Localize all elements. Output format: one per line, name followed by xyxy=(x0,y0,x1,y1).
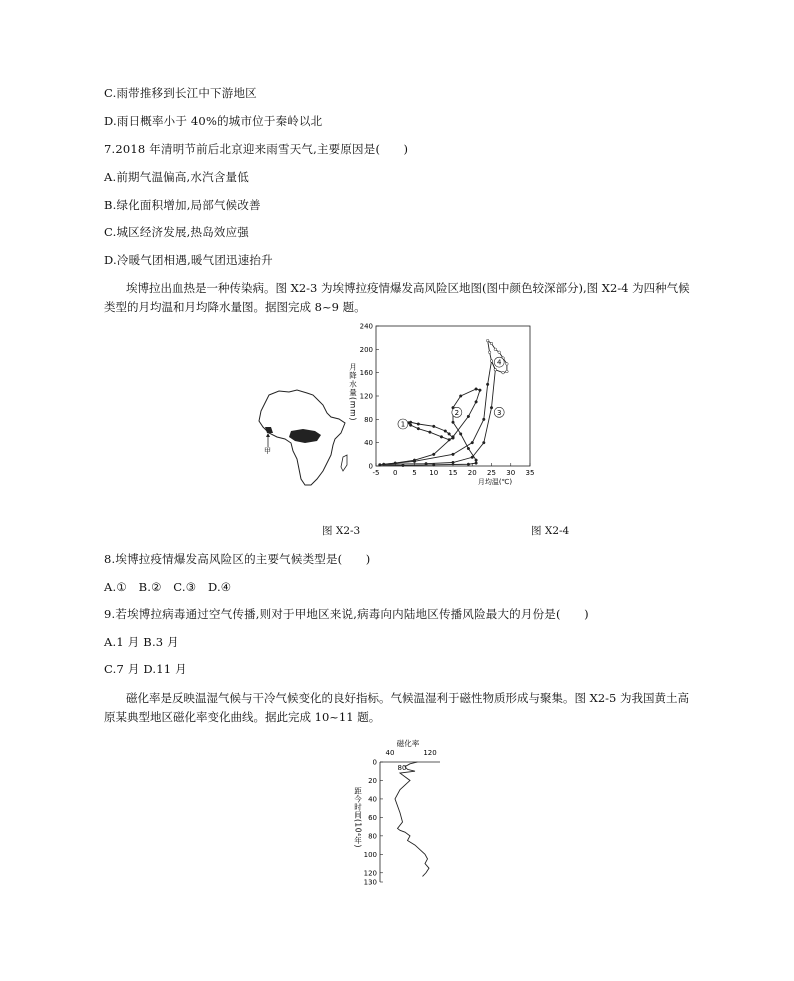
q7-option-a: A.前期气温偏高,水汽含量低 xyxy=(104,170,249,184)
series-label: 3 xyxy=(496,408,502,417)
caption-fig-x2-4: 图 X2-4 xyxy=(531,525,570,537)
climate-chart xyxy=(340,318,540,490)
y-tick-label: 100 xyxy=(363,850,377,859)
series-point xyxy=(429,431,432,434)
q7-option-d: D.冷暖气团相遇,暖气团迅速抬升 xyxy=(104,253,273,267)
q9-stem: 9.若埃博拉病毒通过空气传播,则对于甲地区来说,病毒向内陆地区传播风险最大的月份是( ) xyxy=(104,607,589,621)
series-point xyxy=(490,360,493,363)
series-point xyxy=(459,395,462,398)
series-point xyxy=(475,462,478,465)
series-point xyxy=(402,464,405,467)
series-point xyxy=(483,418,486,421)
chart-title: 磁化率 xyxy=(396,739,420,748)
ebola-intro-paragraph: 埃博拉出血热是一种传染病。图 X2-3 为埃博拉疫情爆发高风险区地图(图中颜色较深部分),图 X2-4 为四种气候类型的月均温和月均降水量图。据图完成 8~9 题。 xyxy=(104,281,690,314)
series-point xyxy=(506,363,509,366)
series-point xyxy=(413,460,416,463)
series-point xyxy=(440,436,443,439)
x-tick-label: 25 xyxy=(487,469,496,477)
series-point xyxy=(448,433,451,436)
series-point xyxy=(425,462,428,465)
map-label-jia: 甲 xyxy=(264,447,271,455)
x-tick-label: 40 xyxy=(385,749,395,757)
y-tick-label: 160 xyxy=(359,369,373,378)
y-tick-label: 80 xyxy=(368,832,377,841)
y-tick-label: 240 xyxy=(359,322,373,331)
plot-frame xyxy=(376,326,530,466)
y-tick-label: 60 xyxy=(368,813,377,822)
y-tick-label: 40 xyxy=(368,795,377,804)
magnetic-intro-paragraph: 磁化率是反映温湿气候与干冷气候变化的良好指标。气候温湿利于磁性物质形成与聚集。图 X2-5 为我国黄土高原某典型地区磁化率变化曲线。据此完成 10~11 题。 xyxy=(104,691,690,724)
y-tick-label: 20 xyxy=(368,776,377,785)
x-tick-label: 10 xyxy=(429,469,439,477)
series-point xyxy=(432,464,435,467)
y-tick-label: 120 xyxy=(363,869,377,878)
magnetic-susceptibility-chart xyxy=(350,737,450,887)
series-point xyxy=(479,389,482,392)
series-point xyxy=(409,424,412,427)
series-point xyxy=(483,441,486,444)
series-point xyxy=(452,453,455,456)
y-tick-label: 0 xyxy=(372,758,377,767)
y-axis-label: 月降水量(mm) xyxy=(348,363,358,422)
series-line-2 xyxy=(380,389,480,465)
q9-options-ab: A.1 月 B.3 月 xyxy=(104,635,179,649)
series-point xyxy=(490,406,493,409)
series-point xyxy=(432,453,435,456)
series-point xyxy=(444,430,447,433)
x-tick-label: 20 xyxy=(467,469,477,477)
y-tick-label: 0 xyxy=(368,462,373,471)
series-point xyxy=(488,351,491,354)
y-tick-label: 200 xyxy=(359,345,373,354)
series-point xyxy=(417,427,420,430)
q8-options: A.① B.② C.③ D.④ xyxy=(104,580,232,594)
high-risk-zone-west xyxy=(265,427,273,433)
series-point xyxy=(471,441,474,444)
series-point xyxy=(494,368,497,371)
x-tick-label: 120 xyxy=(423,749,437,757)
series-point xyxy=(379,464,382,467)
q7-stem: 7.2018 年清明节前后北京迎来雨雪天气,主要原因是( ) xyxy=(104,142,409,156)
series-point xyxy=(498,351,501,354)
series-point xyxy=(467,463,470,466)
series-point xyxy=(452,436,455,439)
series-point xyxy=(467,447,470,450)
q8-stem: 8.埃博拉疫情爆发高风险区的主要气候类型是( ) xyxy=(104,552,371,566)
series-point xyxy=(494,348,497,351)
x-tick-label: 0 xyxy=(393,469,398,477)
series-point xyxy=(475,388,478,391)
q6-option-c: C.雨带推移到长江中下游地区 xyxy=(104,86,257,100)
y-tick-label: 40 xyxy=(364,439,373,448)
y-tick-label: 130 xyxy=(363,878,377,887)
x-tick-label: 5 xyxy=(412,469,417,477)
x-extra-tick-label: 80 xyxy=(397,764,407,772)
y-tick-label: 80 xyxy=(364,415,373,424)
series-point xyxy=(486,383,489,386)
q9-options-cd: C.7 月 D.11 月 xyxy=(104,662,187,676)
high-risk-zone-east xyxy=(289,429,321,443)
x-axis-label: 月均温(℃) xyxy=(477,478,513,486)
series-point xyxy=(459,433,462,436)
series-point xyxy=(506,370,509,373)
q7-option-c: C.城区经济发展,热岛效应强 xyxy=(104,225,249,239)
series-label: 4 xyxy=(496,358,502,367)
y-tick-label: 120 xyxy=(359,392,373,401)
series-point xyxy=(471,456,474,459)
x-tick-label: 35 xyxy=(525,469,535,477)
y-axis-label: 距今时间(10⁴年) xyxy=(353,787,363,848)
x-tick-label: -5 xyxy=(372,469,380,477)
caption-fig-x2-3: 图 X2-3 xyxy=(322,525,361,537)
x-tick-label: 30 xyxy=(506,469,516,477)
q6-option-d: D.雨日概率小于 40%的城市位于秦岭以北 xyxy=(104,114,323,128)
series-point xyxy=(452,461,455,464)
series-point xyxy=(490,342,493,345)
series-point xyxy=(417,423,420,426)
x-tick-label: 15 xyxy=(448,469,458,477)
series-point xyxy=(432,425,435,428)
series-point xyxy=(486,339,489,342)
series-point xyxy=(475,401,478,404)
series-label: 2 xyxy=(454,408,460,417)
series-label: 1 xyxy=(400,420,406,429)
series-point xyxy=(467,415,470,418)
series-point xyxy=(475,459,478,462)
series-point xyxy=(452,421,455,424)
series-point xyxy=(382,463,385,466)
series-point xyxy=(502,371,505,374)
susceptibility-curve xyxy=(395,762,429,876)
q7-option-b: B.绿化面积增加,局部气候改善 xyxy=(104,198,261,212)
